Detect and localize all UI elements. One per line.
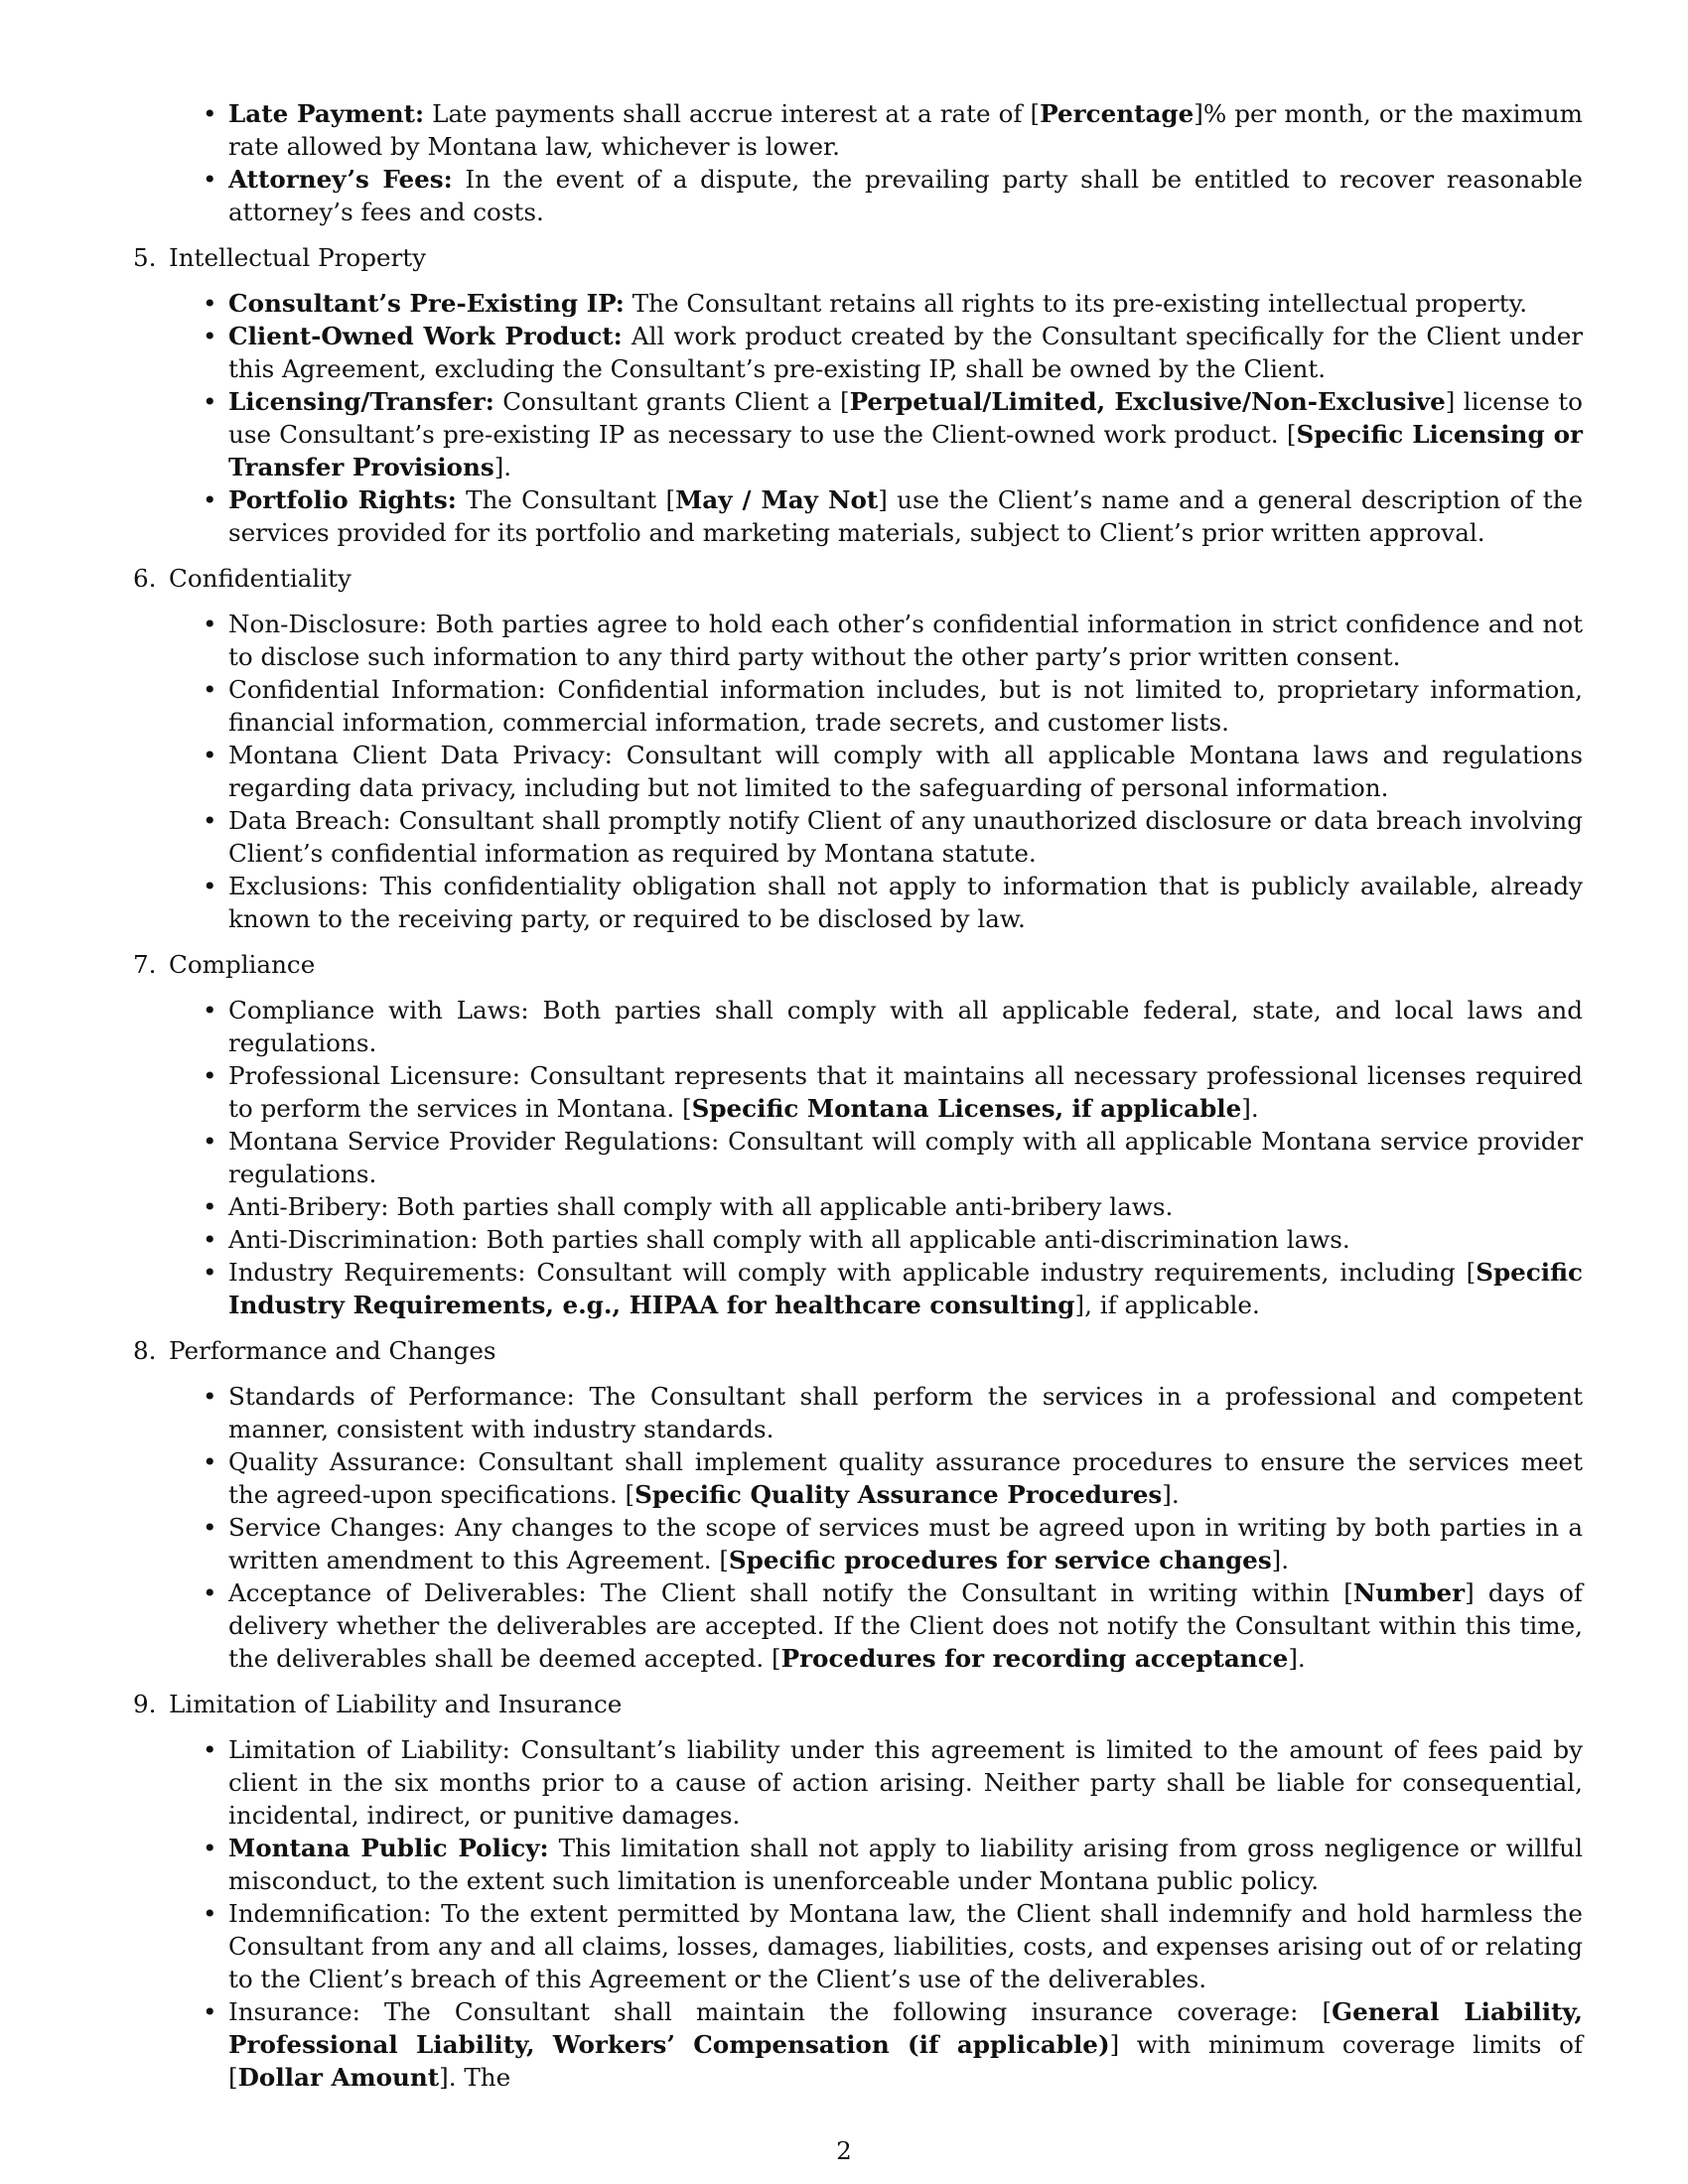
list-item: • Data Breach: Consultant shall promptly notify Client of any unauthorized disclosure or data breach involving Client’s confidential information as required by Montana statute. <box>228 804 1583 870</box>
document-page <box>133 97 1583 2094</box>
section-number: 9. <box>133 1690 157 1718</box>
placeholder-field: Specific procedures for service changes <box>728 1546 1272 1574</box>
section-bullet-list <box>133 994 1583 1321</box>
page-number: 2 <box>836 2136 852 2165</box>
section-number: 5. <box>133 243 157 272</box>
section-title: Compliance <box>169 950 316 979</box>
list-item: • Client-Owned Work Product: All work product created by the Consultant specifically for the Client under this Agreement, excluding the Consultant’s pre-existing IP, shall be owned by the Client. <box>228 320 1583 385</box>
section-heading <box>133 948 1583 981</box>
bullet-label: Montana Public Policy: <box>228 1834 549 1862</box>
section-heading <box>133 241 1583 274</box>
bullet-label: Late Payment: <box>228 99 425 128</box>
section-bullet-list <box>133 287 1583 549</box>
section-heading <box>133 1334 1583 1367</box>
section-title: Limitation of Liability and Insurance <box>169 1690 623 1718</box>
section-number: 6. <box>133 564 157 593</box>
list-item: • Service Changes: Any changes to the scope of services must be agreed upon in writing by both parties in a written amendment to this Agreement. [Specific procedures for service changes]. <box>228 1511 1583 1576</box>
placeholder-field: Dollar Amount <box>237 2063 440 2092</box>
section-title: Intellectual Property <box>169 243 427 272</box>
list-item: • Montana Service Provider Regulations: Consultant will comply with all applicable Montana service provider regulations. <box>228 1125 1583 1190</box>
list-item: • Consultant’s Pre-Existing IP: The Consultant retains all rights to its pre-existing intellectual property. <box>228 287 1583 320</box>
placeholder-field: Specific Montana Licenses, if applicable <box>691 1094 1242 1123</box>
list-item: • Non-Disclosure: Both parties agree to hold each other’s confidential information in strict confidence and not to disclose such information to any third party without the other party’s prior written consent. <box>228 608 1583 673</box>
section-heading <box>133 562 1583 595</box>
placeholder-field: General Liability, Professional Liability, Workers’ Compensation (if applicable) <box>228 1997 1583 2059</box>
list-item: • Confidential Information: Confidential information includes, but is not limited to, proprietary information, financial information, commercial information, trade secrets, and customer lists. <box>228 673 1583 739</box>
section-number: 8. <box>133 1336 157 1365</box>
section-heading <box>133 1688 1583 1720</box>
list-item: • Montana Client Data Privacy: Consultant will comply with all applicable Montana laws and regulations regarding data privacy, including but not limited to the safeguarding of personal information. <box>228 739 1583 804</box>
placeholder-field: Perpetual/Limited, Exclusive/Non-Exclusive <box>849 387 1446 416</box>
section-number: 7. <box>133 950 157 979</box>
list-item: • Licensing/Transfer: Consultant grants Client a [Perpetual/Limited, Exclusive/Non-Exclusive] license to use Consultant’s pre-existing IP as necessary to use the Client-owned work product. [Specific Licensing or Transfer Provisions]. <box>228 385 1583 483</box>
list-item: • Montana Public Policy: This limitation shall not apply to liability arising from gross negligence or willful misconduct, to the extent such limitation is unenforceable under Montana public policy. <box>228 1832 1583 1897</box>
placeholder-field: Specific Quality Assurance Procedures <box>634 1480 1163 1509</box>
list-item: • Limitation of Liability: Consultant’s liability under this agreement is limited to the amount of fees paid by client in the six months prior to a cause of action arising. Neither party shall be liable for consequential, incidental, indirect, or punitive damages. <box>228 1733 1583 1832</box>
list-item: • Compliance with Laws: Both parties shall comply with all applicable federal, state, and local laws and regulations. <box>228 994 1583 1059</box>
placeholder-field: Specific Industry Requirements, e.g., HIPAA for healthcare consulting <box>228 1258 1583 1319</box>
intro-bullet-list <box>133 97 1583 228</box>
list-item: • Industry Requirements: Consultant will comply with applicable industry requirements, including [Specific Industry Requirements, e.g., HIPAA for healthcare consulting], if applicable. <box>228 1256 1583 1321</box>
list-item: • Late Payment: Late payments shall accrue interest at a rate of [Percentage]% per month, or the maximum rate allowed by Montana law, whichever is lower. <box>228 97 1583 163</box>
section-title: Confidentiality <box>169 564 352 593</box>
list-item: • Professional Licensure: Consultant represents that it maintains all necessary professional licenses required to perform the services in Montana. [Specific Montana Licenses, if applicable]. <box>228 1059 1583 1125</box>
section-bullet-list <box>133 1733 1583 2094</box>
list-item: • Indemnification: To the extent permitted by Montana law, the Client shall indemnify and hold harmless the Consultant from any and all claims, losses, damages, liabilities, costs, and expenses arising out of or relating to the Client’s breach of this Agreement or the Client’s use of the deliverables. <box>228 1897 1583 1995</box>
placeholder-field: Percentage <box>1040 99 1195 128</box>
sections-container <box>133 241 1583 2094</box>
list-item: • Anti-Bribery: Both parties shall comply with all applicable anti-bribery laws. <box>228 1190 1583 1223</box>
list-item: • Acceptance of Deliverables: The Client shall notify the Consultant in writing within [Number] days of delivery whether the deliverables are accepted. If the Client does not notify the Consultant within this time, the deliverables shall be deemed accepted. [Procedures for recording acceptance]. <box>228 1576 1583 1675</box>
section-bullet-list <box>133 1380 1583 1675</box>
list-item: • Anti-Discrimination: Both parties shall comply with all applicable anti-discrimination laws. <box>228 1223 1583 1256</box>
list-item: • Quality Assurance: Consultant shall implement quality assurance procedures to ensure the services meet the agreed-upon specifications. [Specific Quality Assurance Procedures]. <box>228 1445 1583 1511</box>
list-item: • Insurance: The Consultant shall maintain the following insurance coverage: [General Liability, Professional Liability, Workers’ Compensation (if applicable)] with minimum coverage limits of [Dollar Amount]. The <box>228 1995 1583 2094</box>
section-title: Performance and Changes <box>169 1336 496 1365</box>
placeholder-field: Procedures for recording acceptance <box>780 1644 1289 1673</box>
placeholder-field: Number <box>1352 1578 1466 1607</box>
list-item: • Standards of Performance: The Consultant shall perform the services in a professional and competent manner, consistent with industry standards. <box>228 1380 1583 1445</box>
list-item: • Portfolio Rights: The Consultant [May / May Not] use the Client’s name and a general description of the services provided for its portfolio and marketing materials, subject to Client’s prior written approval. <box>228 483 1583 549</box>
section-bullet-list <box>133 608 1583 935</box>
bullet-label: Licensing/Transfer: <box>228 387 494 416</box>
placeholder-field: Specific Licensing or Transfer Provisions <box>228 420 1583 481</box>
list-item: • Exclusions: This confidentiality obligation shall not apply to information that is publicly available, already known to the receiving party, or required to be disclosed by law. <box>228 870 1583 935</box>
bullet-label: Consultant’s Pre-Existing IP: <box>228 289 625 318</box>
bullet-label: Client-Owned Work Product: <box>228 322 623 350</box>
bullet-label: Attorney’s Fees: <box>228 165 453 194</box>
bullet-label: Portfolio Rights: <box>228 485 457 514</box>
list-item: • Attorney’s Fees: In the event of a dispute, the prevailing party shall be entitled to recover reasonable attorney’s fees and costs. <box>228 163 1583 228</box>
placeholder-field: May / May Not <box>675 485 879 514</box>
